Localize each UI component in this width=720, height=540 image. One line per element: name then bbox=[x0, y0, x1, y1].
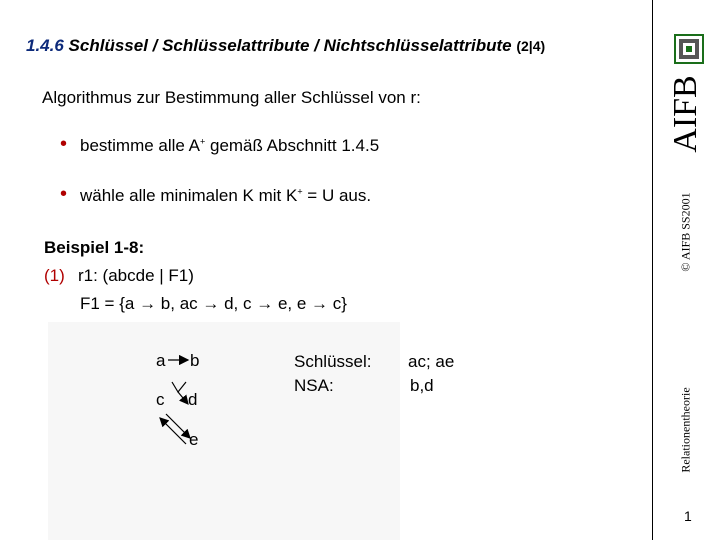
aifb-logo-icon bbox=[674, 34, 704, 64]
example-relation: r1: (abcde | F1) bbox=[78, 266, 194, 285]
intro-text: Algorithmus zur Bestimmung aller Schlüssel von r: bbox=[42, 88, 421, 107]
node-d: d bbox=[188, 390, 198, 409]
topic-text: Relationentheorie bbox=[678, 387, 693, 473]
node-e: e bbox=[189, 430, 199, 449]
copyright-text: © AIFB SS2001 bbox=[678, 192, 693, 272]
key-label: Schlüssel: bbox=[294, 352, 372, 371]
title-page: (2|4) bbox=[516, 38, 546, 54]
aifb-logo-text: AIFB bbox=[667, 75, 704, 153]
arrow-ac-d bbox=[172, 382, 186, 392]
sidebar-divider bbox=[652, 0, 653, 540]
bullet-icon: • bbox=[60, 133, 68, 155]
node-a: a bbox=[156, 351, 166, 370]
nsa-label: NSA: bbox=[294, 376, 334, 395]
bullet-icon: • bbox=[60, 183, 68, 205]
title-text: Schlüssel / Schlüsselattribute / Nichtschlüsselattribute bbox=[68, 36, 512, 55]
bullet-text: wähle alle minimalen K mit K+ = U aus. bbox=[80, 186, 372, 205]
node-c: c bbox=[156, 390, 165, 409]
bullet-text: bestimme alle A+ gemäß Abschnitt 1.4.5 bbox=[80, 136, 380, 155]
key-value: ac; ae bbox=[408, 352, 455, 371]
arrow-c-e bbox=[166, 414, 190, 438]
node-b: b bbox=[190, 351, 200, 370]
arrow-ac-d-stem bbox=[178, 392, 188, 404]
example-item-number: (1) bbox=[44, 266, 65, 285]
example-fds: F1 = {a → b, ac → d, c → e, e → c} bbox=[80, 294, 347, 313]
nsa-value: b,d bbox=[410, 376, 434, 395]
section-number: 1.4.6 bbox=[26, 36, 64, 55]
arrow-e-c bbox=[160, 418, 186, 444]
page-number: 1 bbox=[684, 508, 692, 524]
example-heading: Beispiel 1-8: bbox=[44, 238, 145, 257]
